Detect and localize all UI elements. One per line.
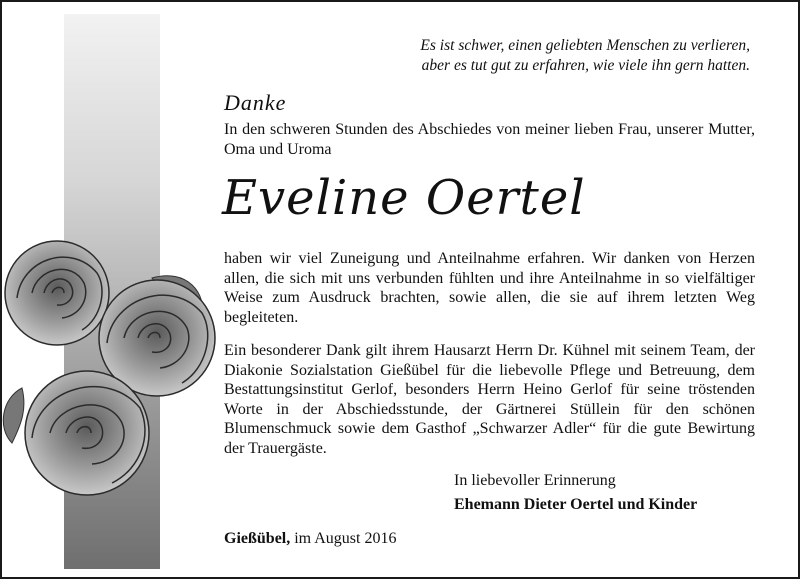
thanks-heading: Danke [224,90,287,115]
place-date [224,530,396,548]
rose-top [5,241,109,345]
roses-illustration [2,238,217,503]
rose-bottom [25,371,149,495]
quote-line-2: aber es tut gut zu erfahren, wie viele ihn gern hatten. [421,57,750,74]
quote-line-1: Es ist schwer, einen geliebten Menschen zu verlieren, [420,37,750,54]
special-thanks-paragraph: Ein besonderer Dank gilt ihrem Hausarzt Herrn Dr. Kühnel mit seinem Team, der Diakonie Sozialstation Gießübel für die liebevolle Pflege und Betreuung, dem Bestattungsinstitut Gerlof, besonders Herrn Heino Gerlof für seine tröstenden Worte in der Abschiedsstunde, der Gärtnerei Stüllein für den schönen Blumenschmuck sowie dem Gasthof „Schwarzer Adler“ für die gute Bewirtung der Trauergäste. [224,342,755,457]
intro-text: In den schweren Stunden des Abschiedes von meiner lieben Frau, unserer Mutter, Oma und Uroma [224,121,755,158]
signature: Ehemann Dieter Oertel und Kinder [454,496,698,513]
date: im August 2016 [294,530,397,547]
deceased-name: Eveline Oertel [222,170,586,226]
place: Gießübel, [224,530,291,547]
thanks-paragraph: haben wir viel Zuneigung und Anteilnahme erfahren. Wir danken von Herzen allen, die sich mit uns verbunden fühlten und ihre Anteilnahme in so vielfältiger Weise zum Ausdruck brachten, sowie allen, die sie auf ihrem letzten Weg begleiteten. [224,250,755,326]
closing-line: In liebevoller Erinnerung [454,472,616,489]
memorial-quote [420,36,750,76]
